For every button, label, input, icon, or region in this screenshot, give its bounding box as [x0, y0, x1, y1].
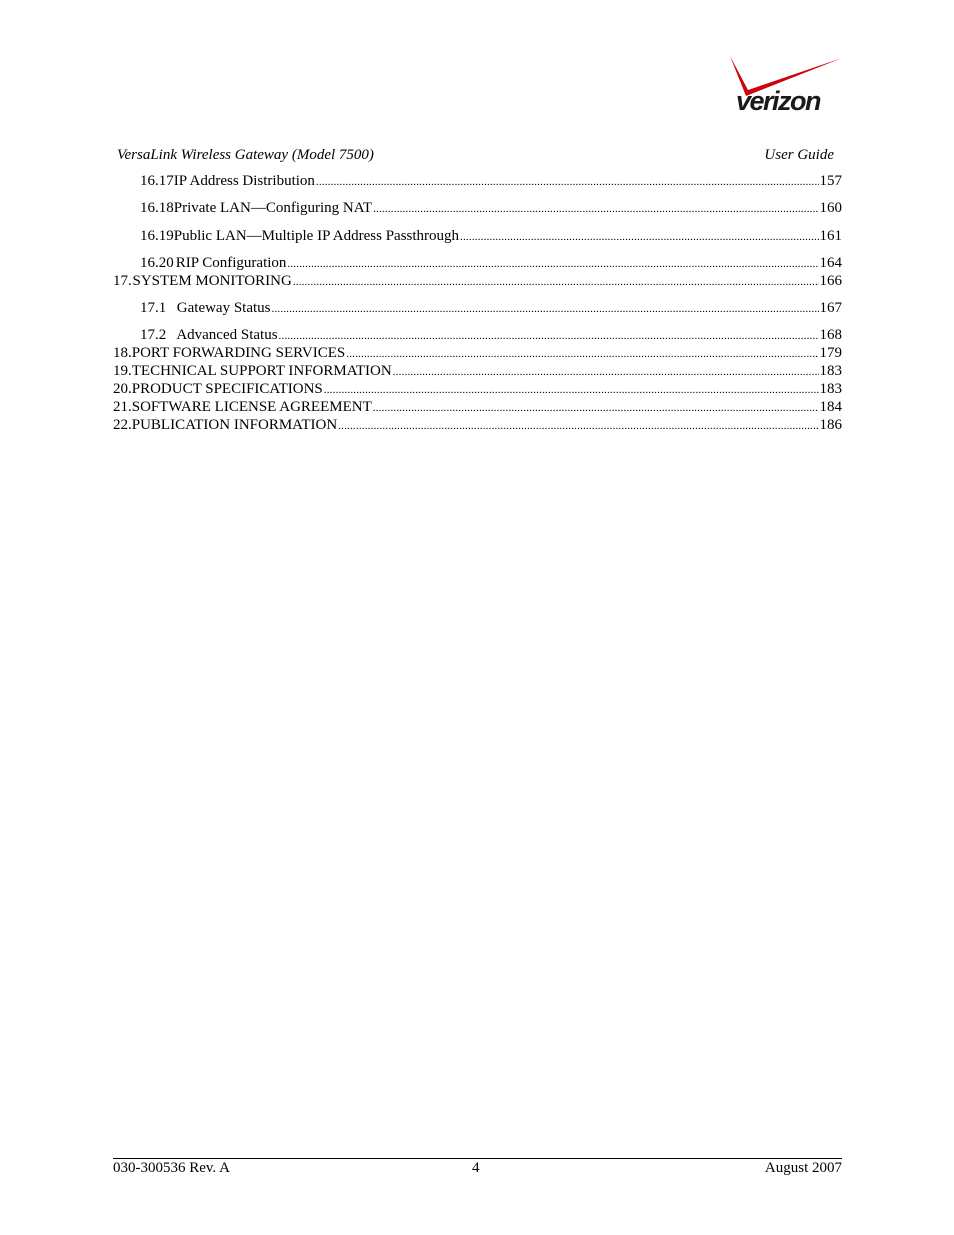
footer-document-number: 030-300536 Rev. A	[113, 1160, 230, 1176]
toc-entry-number: 20.	[113, 381, 132, 397]
toc-entry-page: 183	[819, 381, 842, 397]
toc-entry-title: Public LAN—Multiple IP Address Passthrough	[173, 228, 460, 244]
toc-entry-title: Private LAN—Configuring NAT	[173, 200, 373, 216]
footer-page-number: 4	[472, 1160, 480, 1176]
toc-dot-leader	[373, 399, 819, 417]
toc-entry[interactable]	[113, 172, 842, 190]
footer-divider	[113, 1158, 842, 1159]
toc-dot-leader	[460, 228, 818, 246]
toc-entry-title: TECHNICAL SUPPORT INFORMATION	[131, 363, 392, 379]
toc-dot-leader	[279, 327, 819, 345]
toc-entry[interactable]	[113, 326, 842, 344]
header-document-title: VersaLink Wireless Gateway (Model 7500)	[117, 147, 374, 163]
toc-entry-page: 184	[819, 399, 842, 415]
toc-entry-number: 17.	[113, 273, 132, 289]
toc-entry-title: RIP Configuration	[175, 255, 287, 271]
toc-entry-title: PRODUCT SPECIFICATIONS	[131, 381, 323, 397]
toc-dot-leader	[373, 200, 818, 218]
toc-entry-number: 16.17	[140, 173, 174, 189]
toc-entry-number: 17.1	[140, 300, 167, 316]
toc-entry-number: 16.20	[140, 255, 174, 271]
toc-entry-title: SOFTWARE LICENSE AGREEMENT	[131, 399, 372, 415]
toc-entry-number: 16.18	[140, 200, 174, 216]
toc-dot-leader	[338, 417, 818, 435]
toc-entry-number: 18.	[113, 345, 132, 361]
toc-entry-page: 164	[819, 255, 842, 271]
toc-entry-title: Gateway Status	[176, 300, 271, 316]
toc-entry[interactable]	[113, 199, 842, 217]
toc-entry[interactable]	[113, 272, 842, 290]
toc-dot-leader	[293, 273, 819, 291]
toc-entry[interactable]	[113, 227, 842, 245]
toc-entry[interactable]	[113, 362, 842, 380]
toc-dot-leader	[272, 300, 819, 318]
toc-entry[interactable]	[113, 344, 842, 362]
toc-entry-number: 21.	[113, 399, 132, 415]
toc-entry-number: 19.	[113, 363, 132, 379]
toc-entry-page: 183	[819, 363, 842, 379]
toc-dot-leader	[393, 363, 819, 381]
toc-dot-leader	[324, 381, 819, 399]
toc-entry[interactable]	[113, 254, 842, 272]
toc-entry-title: Advanced Status	[176, 327, 278, 343]
toc-entry-number: 17.2	[140, 327, 167, 343]
toc-entry-page: 186	[819, 417, 842, 433]
toc-entry[interactable]	[113, 398, 842, 416]
toc-entry-number: 16.19	[140, 228, 174, 244]
toc-dot-leader	[287, 255, 818, 273]
toc-entry-page: 179	[819, 345, 842, 361]
toc-entry-title: PORT FORWARDING SERVICES	[131, 345, 346, 361]
toc-entry-title: PUBLICATION INFORMATION	[131, 417, 338, 433]
toc-dot-leader	[346, 345, 818, 363]
toc-dot-leader	[316, 173, 819, 191]
toc-entry-page: 160	[819, 200, 842, 216]
toc-entry-title: IP Address Distribution	[173, 173, 315, 189]
toc-entry[interactable]	[113, 380, 842, 398]
toc-entry-page: 168	[819, 327, 842, 343]
toc-entry-page: 157	[819, 173, 842, 189]
toc-entry-page: 167	[819, 300, 842, 316]
header-guide-type: User Guide	[764, 147, 834, 163]
toc-entry[interactable]	[113, 299, 842, 317]
toc-entry-page: 161	[819, 228, 842, 244]
toc-entry[interactable]	[113, 416, 842, 434]
toc-entry-title: SYSTEM MONITORING	[132, 273, 292, 289]
footer-date: August 2007	[764, 1160, 842, 1176]
verizon-logo-text: verizon	[736, 86, 821, 116]
toc-entry-page: 166	[819, 273, 842, 289]
toc-entry-number: 22.	[113, 417, 132, 433]
